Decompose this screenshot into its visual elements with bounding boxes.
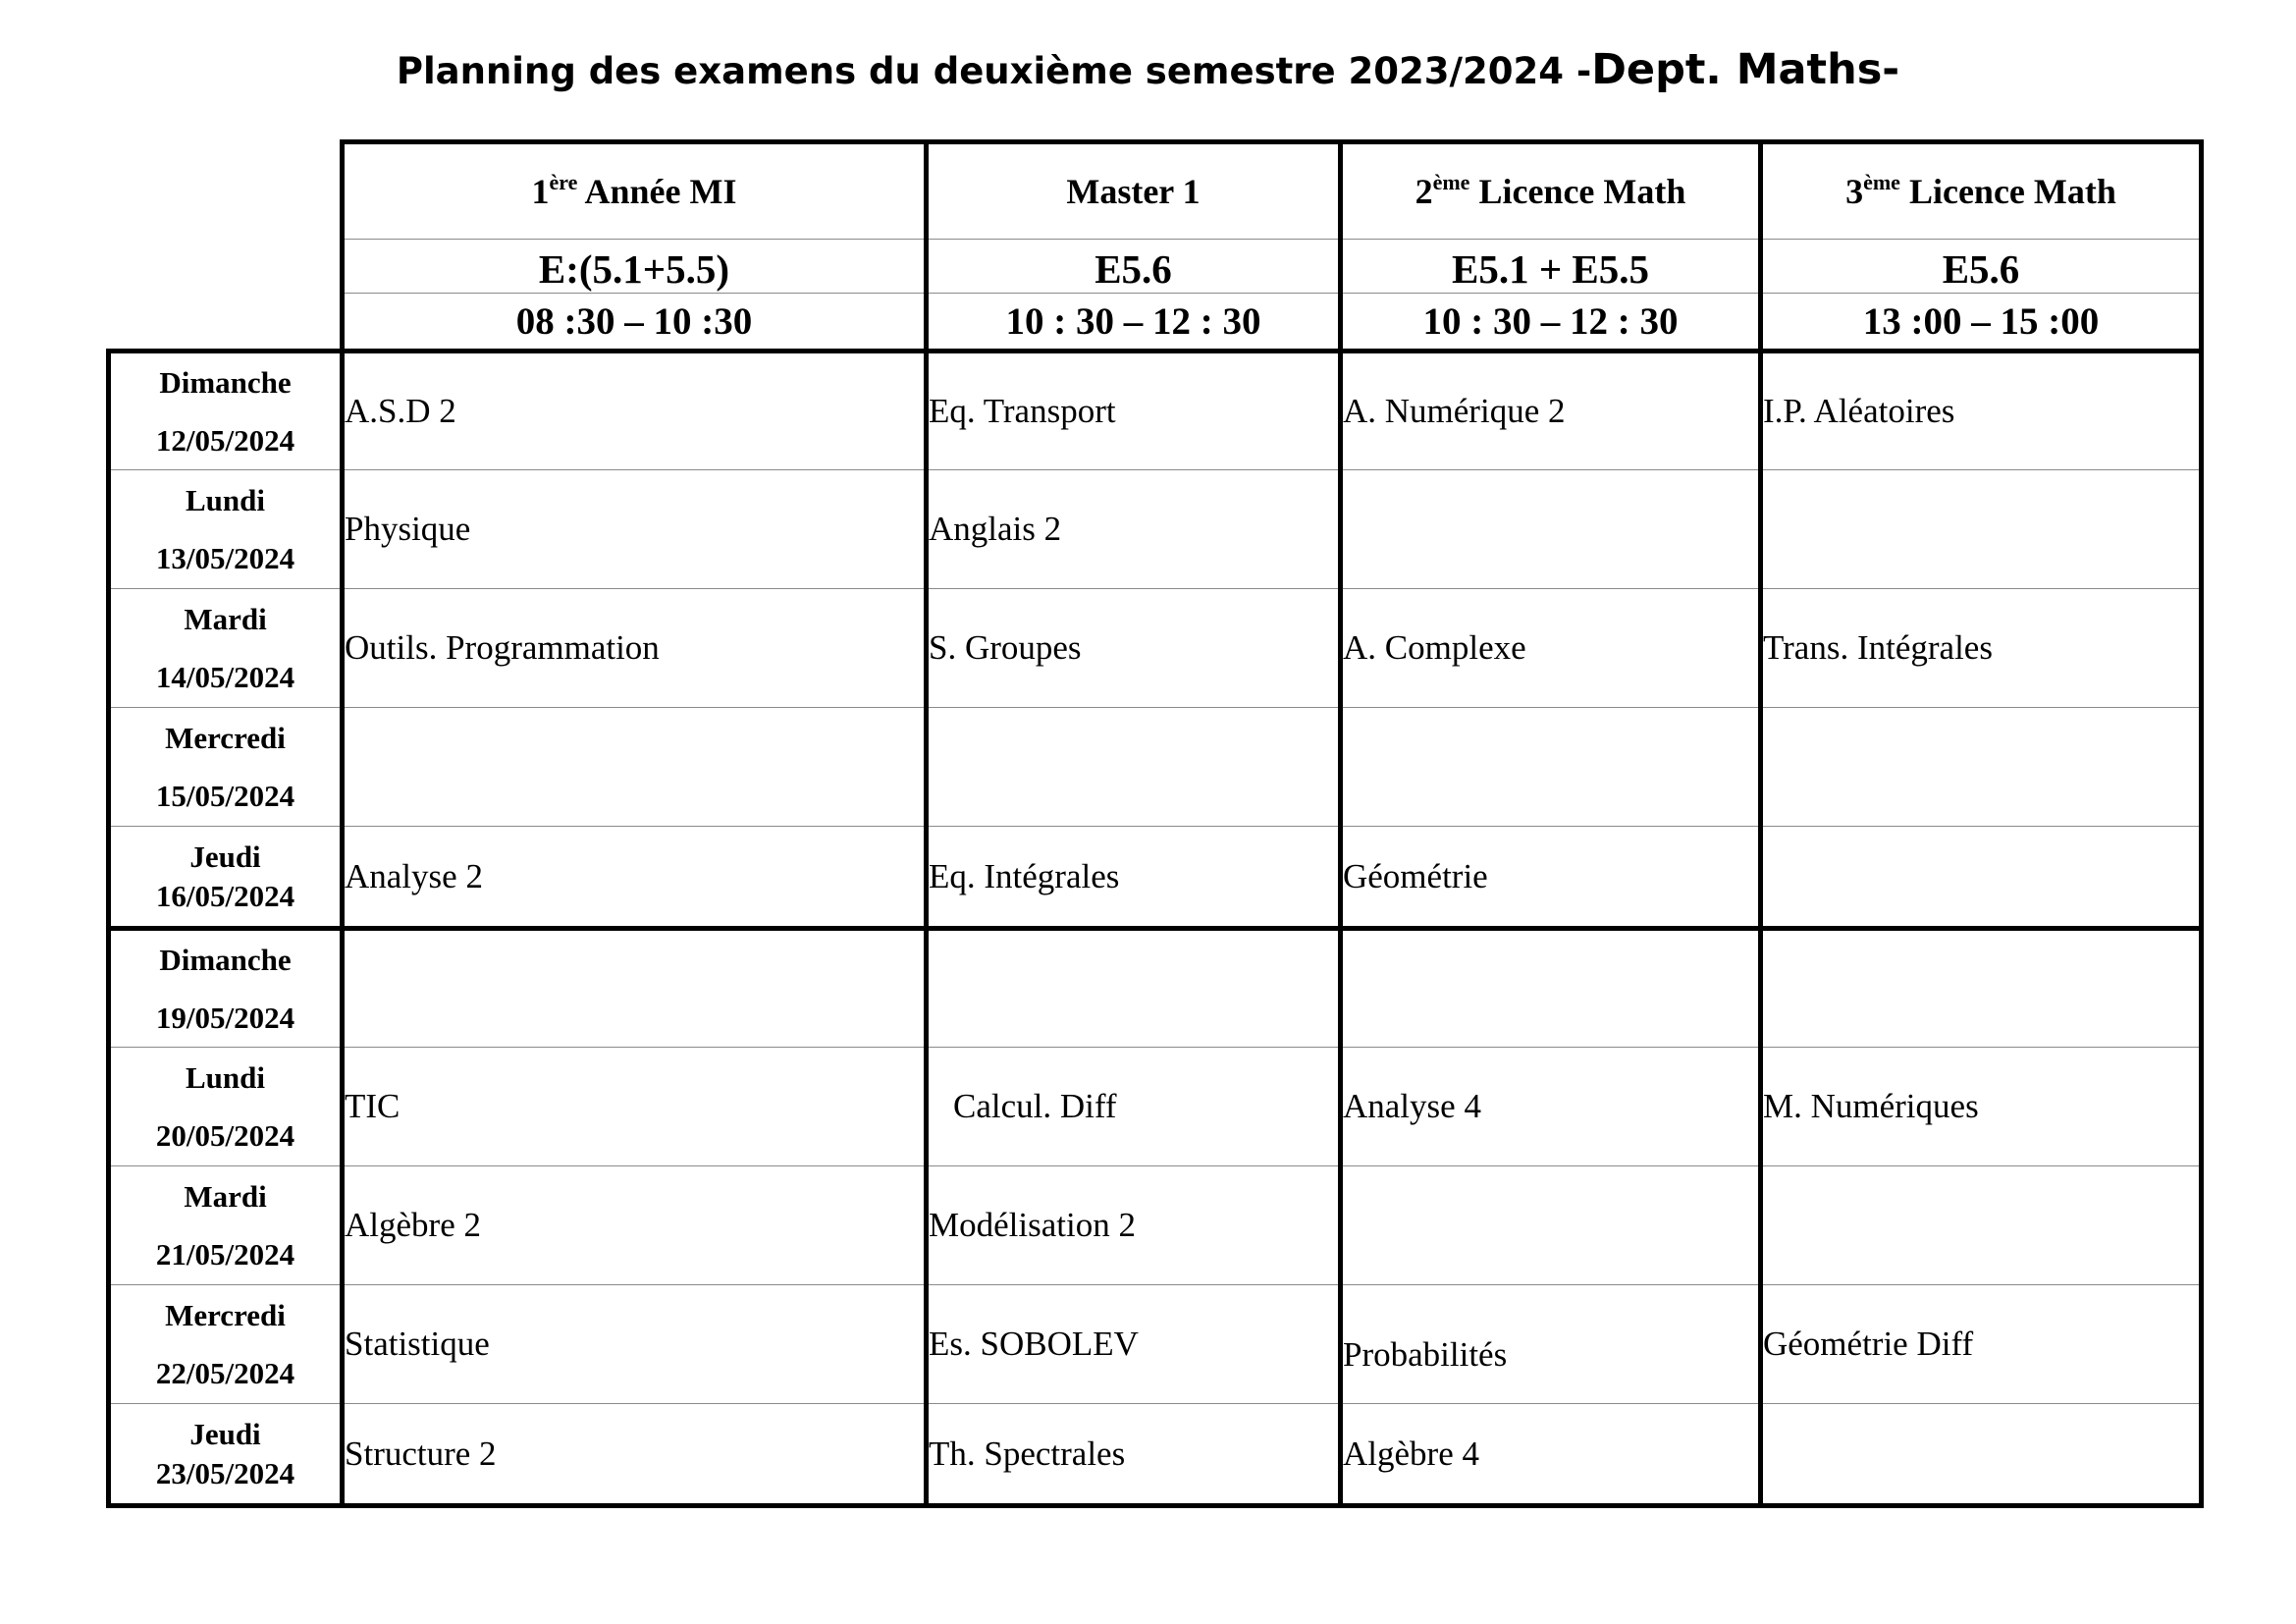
exam-cell [927,929,1341,1048]
column-header-master-1: Master 1 [927,142,1341,240]
exam-cell: A. Complexe [1341,589,1761,708]
table-row [109,708,2202,827]
table-row [109,1166,2202,1285]
exam-cell [1761,708,2202,827]
exam-cell: Modélisation 2 [927,1166,1341,1285]
table-row [109,470,2202,589]
exam-cell: A.S.D 2 [343,352,927,470]
exam-cell: Analyse 4 [1341,1048,1761,1166]
day-cell: Mercredi 22/05/2024 [109,1285,343,1404]
exam-cell: Structure 2 [343,1404,927,1506]
exam-cell: Statistique [343,1285,927,1404]
exam-cell: Es. SOBOLEV [927,1285,1341,1404]
page-title [0,45,2296,94]
table-row [109,1404,2202,1506]
table-row [109,1285,2202,1404]
column-header-3eme-licence: 3ème Licence Math [1761,142,2202,240]
exam-cell [343,708,927,827]
exam-cell [1341,929,1761,1048]
column-header-1ere-annee-mi: 1ère Année MI [343,142,927,240]
exam-cell [1341,470,1761,589]
exam-cell: I.P. Aléatoires [1761,352,2202,470]
day-cell: Dimanche 19/05/2024 [109,929,343,1048]
exam-cell [1341,1166,1761,1285]
time-slot: 13 :00 – 15 :00 [1761,294,2202,352]
header-corner [109,142,343,240]
exam-cell: S. Groupes [927,589,1341,708]
table-row [109,929,2202,1048]
room-label: E5.6 [927,240,1341,294]
exam-cell [1761,1166,2202,1285]
exam-cell: Géométrie [1341,827,1761,929]
day-cell: Jeudi 16/05/2024 [109,827,343,929]
exam-cell: Eq. Transport [927,352,1341,470]
exam-schedule-table [106,139,2204,1508]
day-cell: Jeudi 23/05/2024 [109,1404,343,1506]
day-cell: Mercredi 15/05/2024 [109,708,343,827]
table-row [109,1048,2202,1166]
header-row-program [109,142,2202,240]
exam-cell [1341,708,1761,827]
exam-cell [927,708,1341,827]
table-row [109,827,2202,929]
exam-cell: A. Numérique 2 [1341,352,1761,470]
exam-cell [1761,470,2202,589]
exam-cell: Analyse 2 [343,827,927,929]
time-slot: 10 : 30 – 12 : 30 [1341,294,1761,352]
exam-cell: Calcul. Diff [927,1048,1341,1166]
room-label: E5.1 + E5.5 [1341,240,1761,294]
title-main: Planning des examens du deuxième semestre 2023/2024 - [396,50,1592,92]
day-cell: Lundi 20/05/2024 [109,1048,343,1166]
room-label: E:(5.1+5.5) [343,240,927,294]
exam-cell [1761,1404,2202,1506]
time-slot: 10 : 30 – 12 : 30 [927,294,1341,352]
exam-cell: Algèbre 4 [1341,1404,1761,1506]
day-cell: Mardi 21/05/2024 [109,1166,343,1285]
exam-cell: Outils. Programmation [343,589,927,708]
exam-cell: M. Numériques [1761,1048,2202,1166]
exam-cell: Trans. Intégrales [1761,589,2202,708]
column-header-2eme-licence: 2ème Licence Math [1341,142,1761,240]
exam-cell: Th. Spectrales [927,1404,1341,1506]
exam-cell: Physique [343,470,927,589]
day-cell: Lundi 13/05/2024 [109,470,343,589]
room-label: E5.6 [1761,240,2202,294]
header-row-room [109,240,2202,294]
exam-cell: Probabilités [1341,1285,1761,1404]
table-row [109,352,2202,470]
exam-cell [343,929,927,1048]
exam-cell [1761,929,2202,1048]
exam-cell: Géométrie Diff [1761,1285,2202,1404]
header-row-time [109,294,2202,352]
exam-cell: TIC [343,1048,927,1166]
table-row [109,589,2202,708]
day-cell: Dimanche 12/05/2024 [109,352,343,470]
exam-cell: Eq. Intégrales [927,827,1341,929]
exam-cell: Anglais 2 [927,470,1341,589]
title-dept: Dept. Maths- [1591,45,1900,94]
exam-cell: Algèbre 2 [343,1166,927,1285]
time-slot: 08 :30 – 10 :30 [343,294,927,352]
exam-cell [1761,827,2202,929]
day-cell: Mardi 14/05/2024 [109,589,343,708]
